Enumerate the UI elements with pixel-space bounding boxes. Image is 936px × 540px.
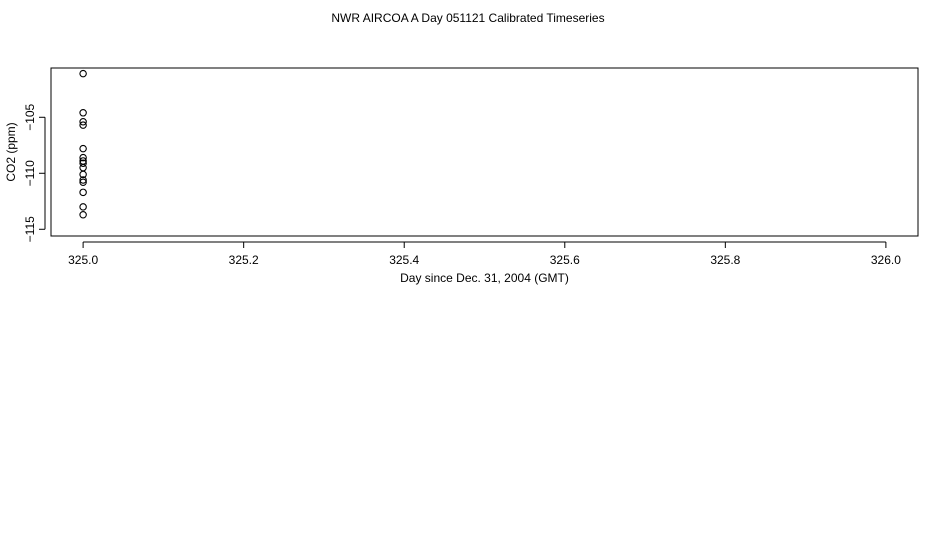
data-point: [80, 204, 86, 210]
x-axis: [68, 242, 901, 267]
y-tick-label: −115: [23, 216, 37, 243]
x-tick-label: 325.0: [68, 253, 99, 267]
data-point: [80, 189, 86, 195]
data-points: [80, 70, 86, 218]
data-point: [80, 110, 86, 116]
x-axis-label: Day since Dec. 31, 2004 (GMT): [400, 271, 569, 285]
y-tick-label: −105: [23, 103, 37, 131]
data-point: [80, 212, 86, 218]
data-point: [80, 70, 86, 76]
x-tick-label: 325.4: [389, 253, 420, 267]
y-tick-label: −110: [23, 160, 37, 187]
x-tick-label: 325.2: [228, 253, 259, 267]
y-axis: [23, 103, 45, 242]
x-tick-label: 325.8: [710, 253, 741, 267]
chart-title: NWR AIRCOA A Day 051121 Calibrated Timeseries: [331, 11, 605, 25]
plot-frame: [51, 68, 918, 236]
data-point: [80, 145, 86, 151]
data-point: [80, 164, 86, 170]
x-tick-label: 325.6: [549, 253, 580, 267]
y-axis-label: CO2 (ppm): [4, 122, 18, 182]
x-tick-label: 326.0: [870, 253, 901, 267]
